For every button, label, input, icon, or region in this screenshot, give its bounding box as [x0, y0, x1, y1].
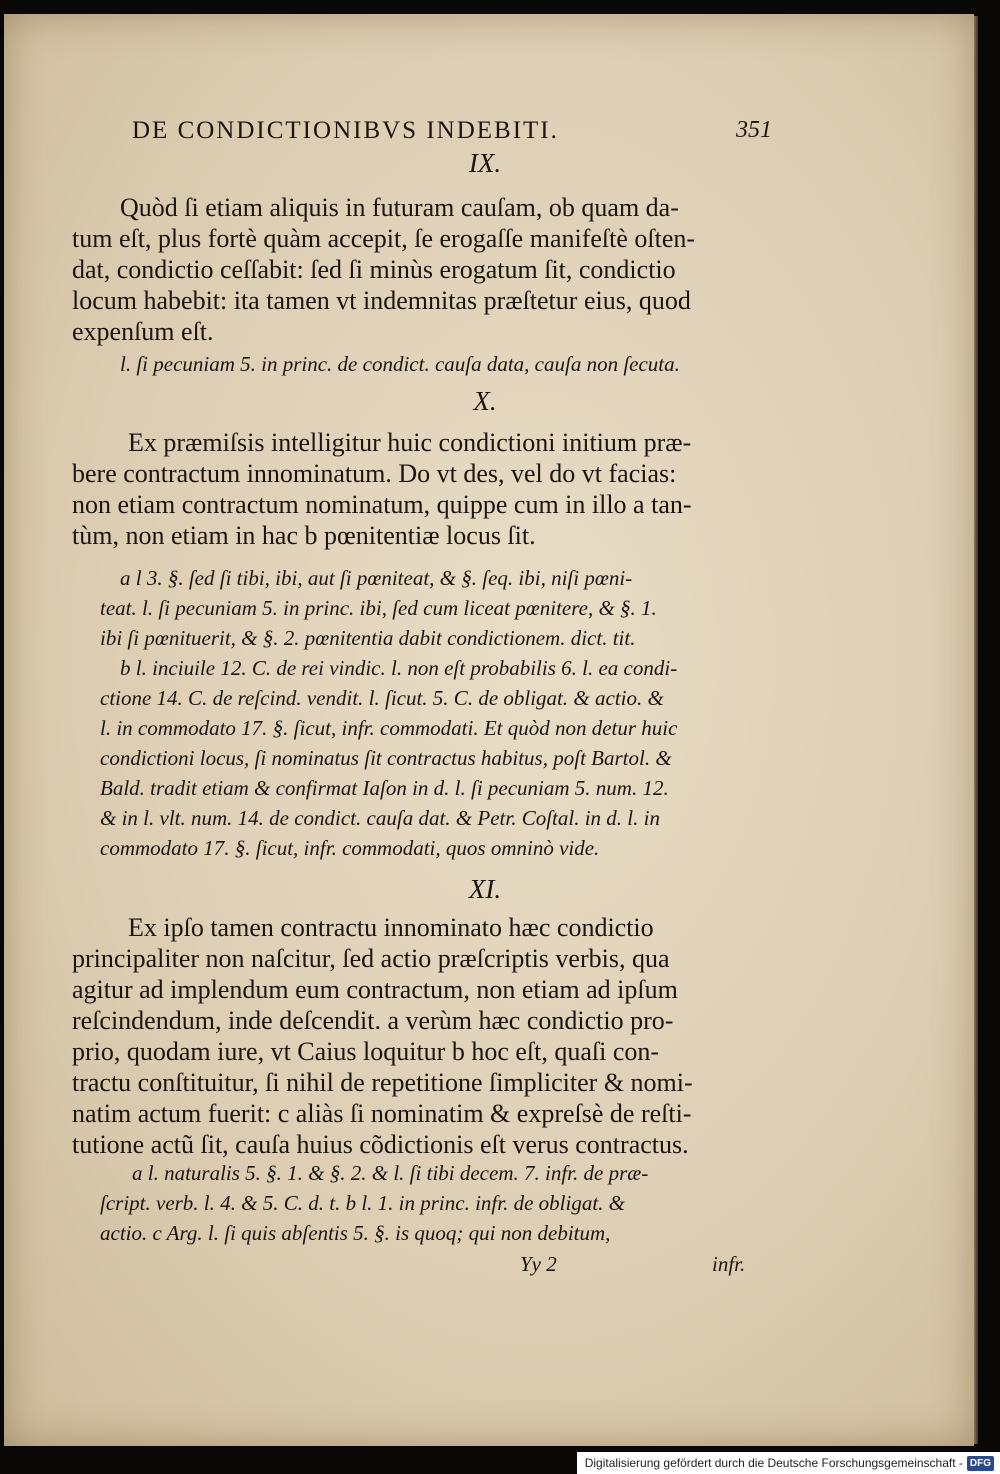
body-line: prio, quodam iure, vt Caius loquitur b hoc eſt, quaſi con- [72, 1037, 660, 1066]
body-line: Ex ipſo tamen contractu innominato hæc condictio [128, 913, 654, 942]
signature-mark: Yy 2 [520, 1252, 557, 1276]
catchword: infr. [712, 1252, 746, 1276]
footnote-line: ſcript. verb. l. 4. & 5. C. d. t. b l. 1. in princ. infr. de obligat. & [100, 1191, 625, 1215]
footnote-line: b l. inciuile 12. C. de rei vindic. l. non eſt probabilis 6. l. ea condi- [120, 656, 678, 680]
credit-text: Digitalisierung gefördert durch die Deutsche Forschungsgemeinschaft - [584, 1456, 963, 1470]
footnote-line: commodato 17. §. ſicut, infr. commodati, quos omninò vide. [100, 836, 600, 860]
body-line: non etiam contractum nominatum, quippe cum in illo a tan- [72, 490, 692, 519]
section-numeral-ix: IX. [468, 148, 502, 178]
footnote-line: & in l. vlt. num. 14. de condict. cauſa dat. & Petr. Coſtal. in d. l. in [100, 806, 660, 830]
body-line: tutione actũ ſit, cauſa huius cõdictionis eſt verus contractus. [72, 1130, 689, 1159]
body-line: principaliter non naſcitur, ſed actio præſcriptis verbis, qua [72, 944, 670, 973]
footnote-line: a l. naturalis 5. §. 1. & §. 2. & l. ſi tibi decem. 7. infr. de præ- [132, 1161, 649, 1185]
body-line: expenſum eſt. [72, 317, 214, 346]
body-line: tum eſt, plus fortè quàm accepit, ſe erogaſſe manifeſtè oſten- [72, 224, 696, 253]
body-line: tùm, non etiam in hac b pœnitentiæ locus ſit. [72, 521, 536, 550]
body-line: bere contractum innominatum. Do vt des, vel do vt facias: [72, 459, 677, 488]
body-line: dat, condictio ceſſabit: ſed ſi minùs erogatum ſit, condictio [72, 255, 676, 284]
body-line: natim actum fuerit: c aliàs ſi nominatim & expreſsè de reſti- [72, 1099, 692, 1128]
body-line: agitur ad implendum eum contractum, non etiam ad ipſum [72, 975, 678, 1004]
section-numeral-x: X. [473, 386, 497, 416]
footnote-line: l. in commodato 17. §. ſicut, infr. commodati. Et quòd non detur huic [100, 716, 678, 740]
running-title: DE CONDICTIONIBVS INDEBITI. [132, 117, 559, 144]
page-edge [974, 16, 978, 1444]
footnote-line: actio. c Arg. l. ſi quis abſentis 5. §. is quoq; qui non debitum, [100, 1221, 611, 1245]
dfg-logo-icon: DFG [967, 1456, 994, 1471]
footnote-line: l. ſi pecuniam 5. in princ. de condict. cauſa data, cauſa non ſecuta. [120, 352, 680, 376]
footnote-line: Bald. tradit etiam & confirmat Iaſon in d. l. ſi pecuniam 5. num. 12. [100, 776, 669, 800]
footnote-line: teat. l. ſi pecuniam 5. in princ. ibi, ſed cum liceat pœnitere, & §. 1. [100, 596, 657, 620]
footnote-line: ibi ſi pœnituerit, & §. 2. pœnitentia dabit condictionem. dict. tit. [100, 626, 636, 650]
footnote-line: ctione 14. C. de reſcind. vendit. l. ſicut. 5. C. de obligat. & actio. & [100, 686, 664, 710]
body-line: Ex præmiſsis intelligitur huic condictioni initium præ- [128, 428, 692, 457]
digitization-credit [577, 1452, 1000, 1474]
footnote-line: a l 3. §. ſed ſi tibi, ibi, aut ſi pœniteat, & §. ſeq. ibi, niſi pœni- [120, 566, 633, 590]
body-line: tractu conſtituitur, ſi nihil de repetitione ſimpliciter & nomi- [72, 1068, 693, 1097]
footnote-line: condictioni locus, ſi nominatus ſit contractus habitus, poſt Bartol. & [100, 746, 672, 770]
body-line: Quòd ſi etiam aliquis in futuram cauſam, ob quam da- [120, 193, 679, 222]
section-numeral-xi: XI. [468, 874, 502, 904]
page-number: 351 [736, 117, 772, 143]
body-line: reſcindendum, inde deſcendit. a verùm hæc condictio pro- [72, 1006, 674, 1035]
body-line: locum habebit: ita tamen vt indemnitas præſtetur eius, quod [72, 286, 691, 315]
